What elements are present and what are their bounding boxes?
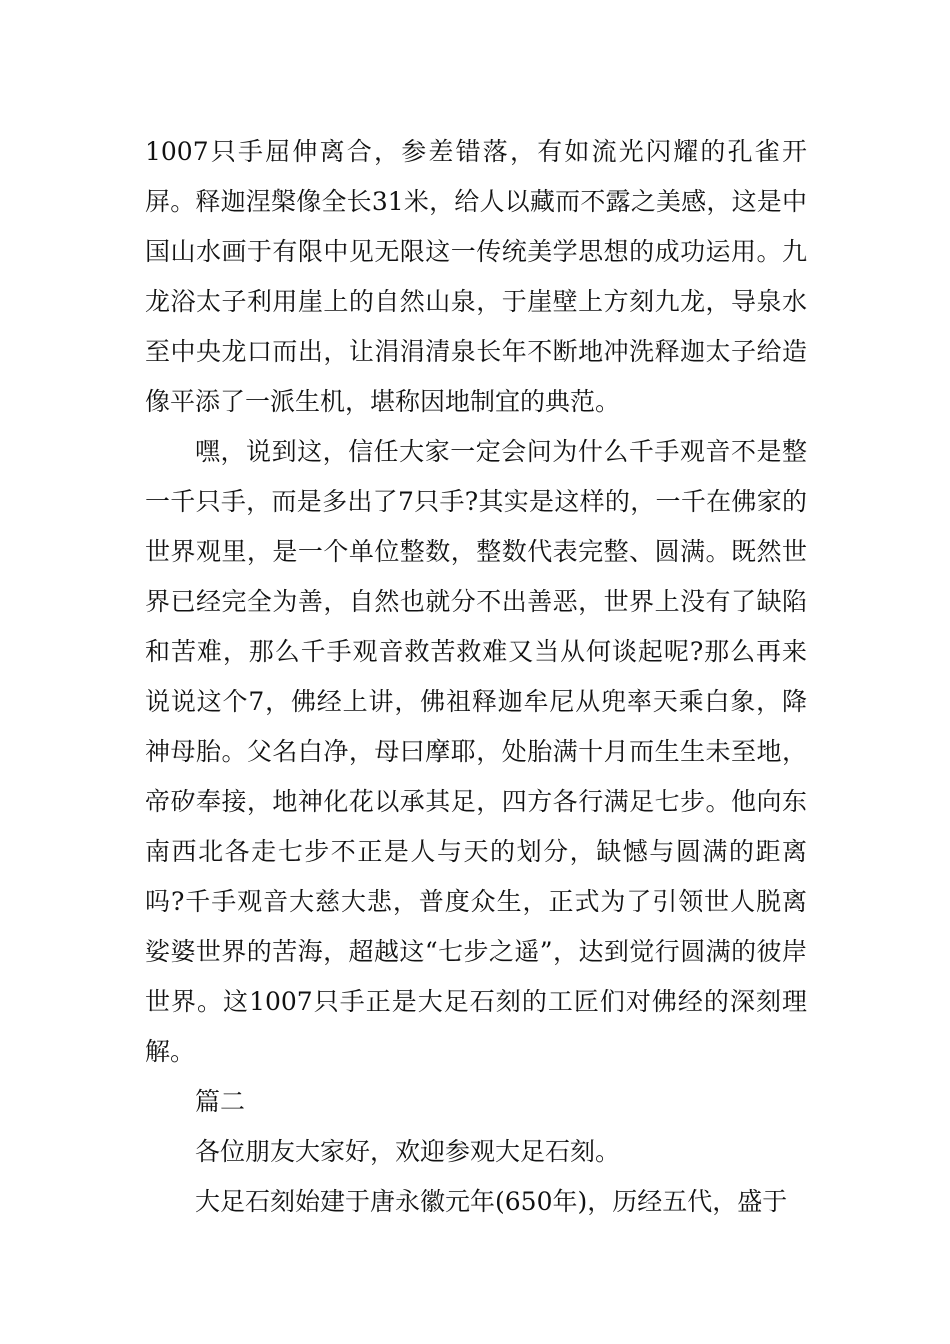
document-body: [145, 127, 807, 1227]
paragraph-greeting: 各位朋友大家好，欢迎参观大足石刻。: [195, 1137, 621, 1166]
paragraph-history: 大足石刻始建于唐永徽元年(650年)，历经五代，盛于: [195, 1187, 788, 1216]
paragraph-thousand-hands-explanation: 嘿，说到这，信任大家一定会问为什么千手观音不是整一千只手，而是多出了7只手?其实是这样的，一千在佛家的世界观里，是一个单位整数，整数代表完整、圆满。既然世界已经完全为善，自然也就分不出善恶，世界上没有了缺陷和苦难，那么千手观音救苦救难又当从何谈起呢?那么再来说说这个7，佛经上讲，佛祖释迦牟尼从兜率天乘白象，降神母胎。父名白净，母曰摩耶，处胎满十月而生生未至地，帝矽奉接，地神化花以承其足，四方各行满足七步。他向东南西北各走七步不正是人与天的划分，缺憾与圆满的距离吗?千手观音大慈大悲，普度众生，正式为了引领世人脱离娑婆世界的苦海，超越这“七步之遥”，达到觉行圆满的彼岸世界。这1007只手正是大足石刻的工匠们对佛经的深刻理解。: [145, 437, 807, 1066]
paragraph-sculpture-description: 1007只手屈伸离合，参差错落，有如流光闪耀的孔雀开屏。释迦涅槃像全长31米，给人以藏而不露之美感，这是中国山水画于有限中见无限这一传统美学思想的成功运用。九龙浴太子利用崖上的自然山泉，于崖壁上方刻九龙，导泉水至中央龙口而出，让涓涓清泉长年不断地冲洗释迦太子给造像平添了一派生机，堪称因地制宜的典范。: [145, 137, 807, 416]
section-title: 篇二: [195, 1087, 246, 1116]
